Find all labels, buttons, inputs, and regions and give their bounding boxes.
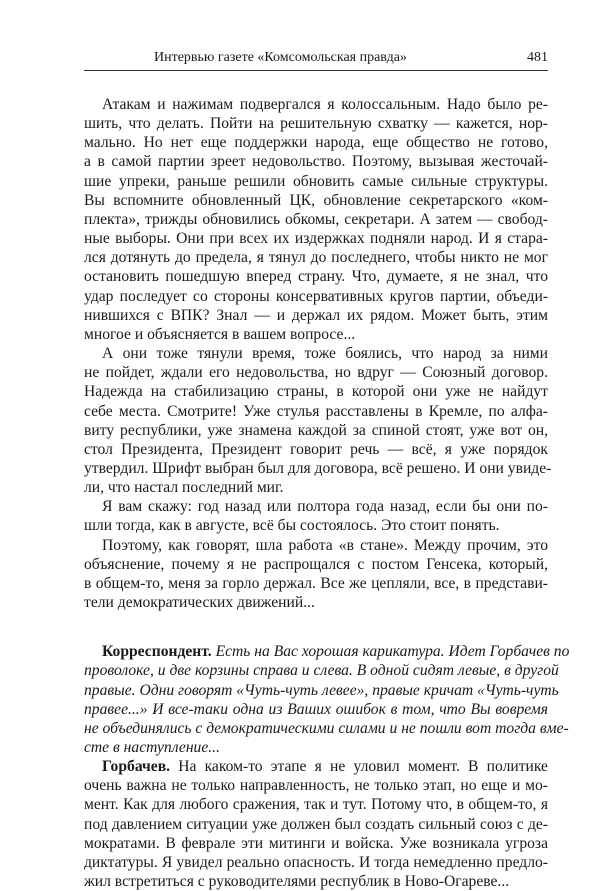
text-line: в общем-то, меня за горло держал. Все же цепляли, все, в представи- xyxy=(84,574,548,592)
section-gap xyxy=(84,612,548,642)
running-header xyxy=(84,48,548,71)
answer-first-line xyxy=(84,757,548,776)
text-line: нившихся с ВПК? Знал — и держал их рядом. Может быть, этим xyxy=(84,306,548,324)
text-line: шли тогда, как в августе, всё бы состоялось. Это стоит понять. xyxy=(84,517,500,535)
text-line: под давлением ситуации уже должен был создать сильный союз с де- xyxy=(84,815,548,833)
text-line: проволоке, и две корзины справа и слева. В одной сидят левые, в другой xyxy=(84,662,559,680)
paragraph-1 xyxy=(84,95,548,344)
text-line: утвердил. Шрифт выбран был для договора, всё решено. И они увиде- xyxy=(84,459,552,477)
text-line: не пойдет, ждали его недовольства, но вдруг — Союзный договор. xyxy=(84,364,548,382)
text-line: ные выборы. Они при всех их издержках подняли народ. И я стара- xyxy=(84,230,548,248)
text-line: шить, что делать. Пойти на решительную схватку — кажется, нор- xyxy=(84,115,548,133)
text-line: себе места. Смотрите! Уже стулья расставлены в Кремле, по алфа- xyxy=(84,402,548,420)
text-line: виту республики, уже знамена каждой за спиной стоят, уже вот он, xyxy=(84,421,548,439)
text-line: А они тоже тянули время, тоже боялись, что народ за ними xyxy=(102,345,548,363)
text-line: Вы вспомните обновленный ЦК, обновление секретарского «ком- xyxy=(84,191,548,209)
page-number: 481 xyxy=(527,50,548,65)
text-line: жил встретиться с руководителями республик в Ново-Огареве... xyxy=(84,873,510,891)
answer-paragraph xyxy=(84,757,548,891)
text-line: мократами. В феврале эти митинги и войска. Уже возникала угроза xyxy=(84,834,548,852)
text-line: мент. Как для любого сражения, так и тут. Потому что, в общем-то, я xyxy=(84,796,548,814)
text-line: а в самой партии зреет недовольство. Поэтому, вызывая жесточай- xyxy=(84,153,548,171)
answer-first-text: На каком-то этапе я не уловил момент. В политике xyxy=(178,758,548,776)
text-line: Я вам скажу: год назад или полтора года назад, если бы они по- xyxy=(102,498,548,516)
paragraph-4 xyxy=(84,536,548,613)
text-line: остановить пошедшую вперед страну. Что, думаете, я не знал, что xyxy=(84,268,548,286)
text-line: плекта», трижды обновились обкомы, секретари. А затем — свобод- xyxy=(84,210,548,228)
text-line: правые. Одни говорят «Чуть-чуть левее», правые кричат «Чуть-чуть xyxy=(84,681,559,699)
running-title: Интервью газете «Комсомольская правда» xyxy=(154,50,407,65)
question-first-text: Есть на Вас хорошая карикатура. Идет Горбачев по xyxy=(215,643,570,661)
question-paragraph xyxy=(84,642,570,757)
text-line: сте в наступление... xyxy=(84,739,220,756)
text-line: Надежда на стабилизацию страны, в которой они уже не найдут xyxy=(84,383,548,401)
text-line: тели демократических движений... xyxy=(84,594,315,612)
text-line: Поэтому, как говорят, шла работа «в стане». Между прочим, это xyxy=(102,536,548,554)
answer-speaker: Горбачев. xyxy=(102,758,171,776)
text-line: Атакам и нажимам подвергался я колоссальным. Надо было ре- xyxy=(102,96,548,113)
page-body xyxy=(84,95,570,891)
paragraph-3 xyxy=(84,497,548,535)
text-line: шие упреки, раньше решили обновить самые сильные структуры. xyxy=(84,172,548,190)
text-line: объяснение, почему я не распрощался с постом Генсека, который, xyxy=(84,555,548,573)
text-line: лся дотянуть до предела, я тянул до последнего, чтобы никто не мог xyxy=(84,249,548,267)
text-line: очень важна не только направленность, не только этап, но еще и мо- xyxy=(84,777,548,795)
text-line: стол Президента, Президент говорит речь — всё, я уже порядок xyxy=(84,440,548,458)
text-line: удар последует со стороны консервативных кругов партии, объеди- xyxy=(84,287,548,305)
text-line: диктатуры. Я увидел реально опасность. И тогда немедленно предло- xyxy=(84,853,548,871)
question-first-line xyxy=(84,642,570,661)
text-line: не объединялись с демократическими силами и не пошли вот тогда вме- xyxy=(84,719,569,737)
text-line: мально. Но нет еще поддержки народа, еще общество не готово, xyxy=(84,134,548,152)
paragraph-2 xyxy=(84,344,552,497)
text-line: ли, что настал последний миг. xyxy=(84,479,284,497)
text-line: многое и объясняется в вашем вопросе... xyxy=(84,325,356,343)
question-speaker: Корреспондент. xyxy=(102,643,212,661)
text-line: правее...» И все-таки одна из Ваших ошибок в том, что Вы вовремя xyxy=(84,700,548,718)
